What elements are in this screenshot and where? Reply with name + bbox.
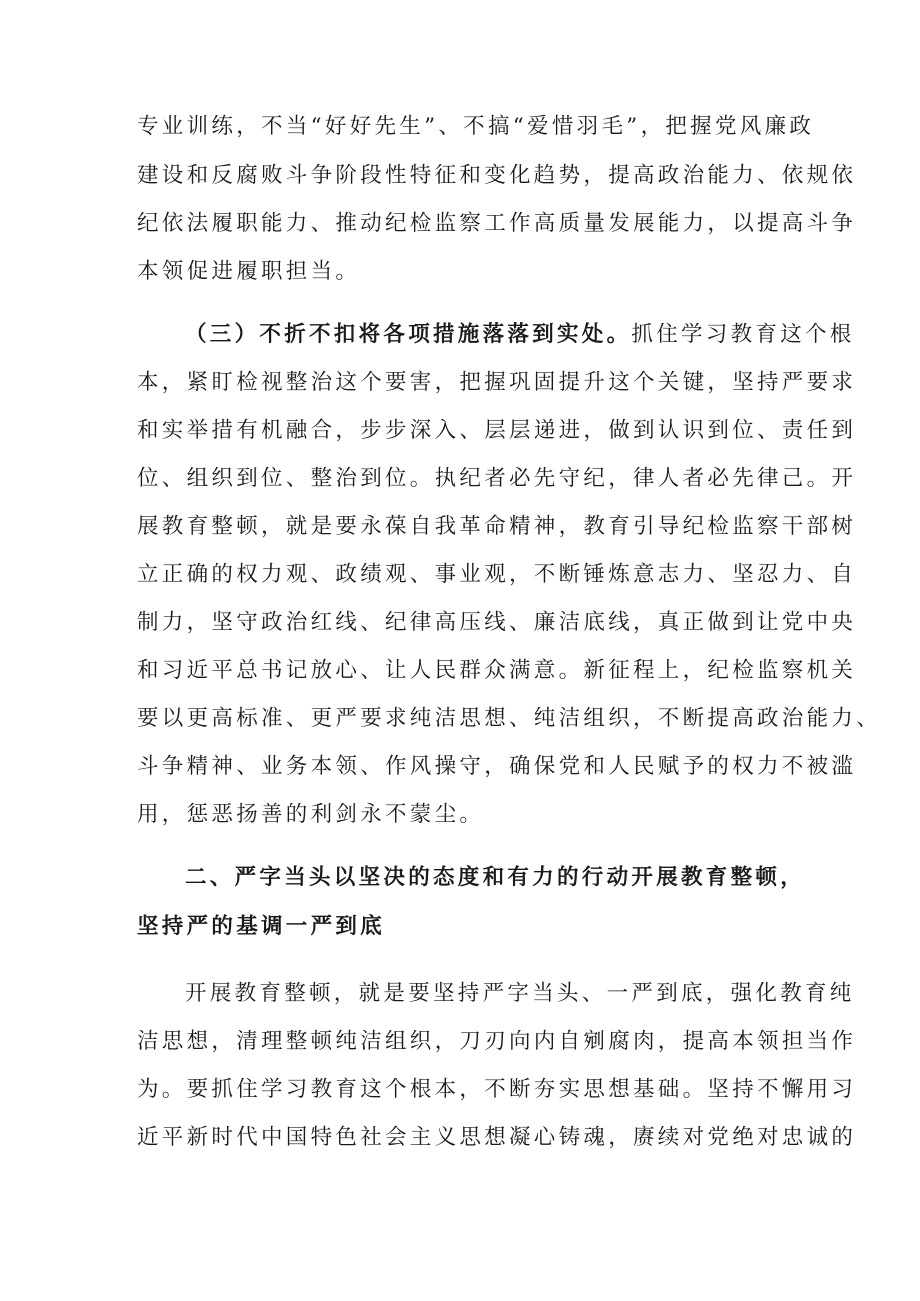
paragraph-2-line: 制力，坚守政治红线、纪律高压线、廉洁底线，真正做到让党中央 [137,610,857,635]
paragraph-2-line: 展教育整顿，就是要永葆自我革命精神，教育引导纪检监察干部树 [137,514,857,539]
paragraph-1-line: 建设和反腐败斗争阶段性特征和变化趋势，提高政治能力、依规依 [137,163,857,188]
section-heading-line: 二、严字当头以坚决的态度和有力的行动开展教育整顿， [185,865,806,890]
paragraph-2-lead-text: 抓住学习教育这个根 [631,322,855,347]
paragraph-2-line: 和习近平总书记放心、让人民群众满意。新征程上，纪检监察机关 [137,658,857,683]
paragraph-2-first-line [185,320,855,350]
paragraph-1-line: 本领促进履职担当。 [137,259,361,284]
paragraph-1-line: 专业训练，不当“好好先生”、不搞“爱惜羽毛”，把握党风廉政 [137,114,815,139]
paragraph-3-line: 近平新时代中国特色社会主义思想凝心铸魂，赓续对党绝对忠诚的 [137,1125,857,1150]
paragraph-2-line: 立正确的权力观、政绩观、事业观，不断锤炼意志力、坚忍力、自 [137,562,857,587]
paragraph-3-line: 洁思想，清理整顿纯洁组织，刀刃向内自剜腐肉，提高本领担当作 [137,1029,857,1054]
paragraph-2-line: 用，惩恶扬善的利剑永不蒙尘。 [137,802,485,827]
paragraph-2-line: 要以更高标准、更严要求纯洁思想、纯洁组织，不断提高政治能力、 [137,706,882,731]
paragraph-3-first-line: 开展教育整顿，就是要坚持严字当头、一严到底，强化教育纯 [185,981,855,1006]
paragraph-3-line: 为。要抓住学习教育这个根本，不断夯实思想基础。坚持不懈用习 [137,1077,857,1102]
section-heading-line: 坚持严的基调一严到底 [137,914,386,939]
paragraph-2-line: 和实举措有机融合，步步深入、层层递进，做到认识到位、责任到 [137,418,857,443]
paragraph-2-line: 斗争精神、业务本领、作风操守，确保党和人民赋予的权力不被滥 [137,754,857,779]
paragraph-2-line: 位、组织到位、整治到位。执纪者必先守纪，律人者必先律己。开 [137,466,857,491]
paragraph-1-line: 纪依法履职能力、推动纪检监察工作高质量发展能力，以提高斗争 [137,211,857,236]
paragraph-2-line: 本，紧盯检视整治这个要害，把握巩固提升这个关键，坚持严要求 [137,370,857,395]
section-subheading: （三）不折不扣将各项措施落落到实处。 [185,322,632,347]
